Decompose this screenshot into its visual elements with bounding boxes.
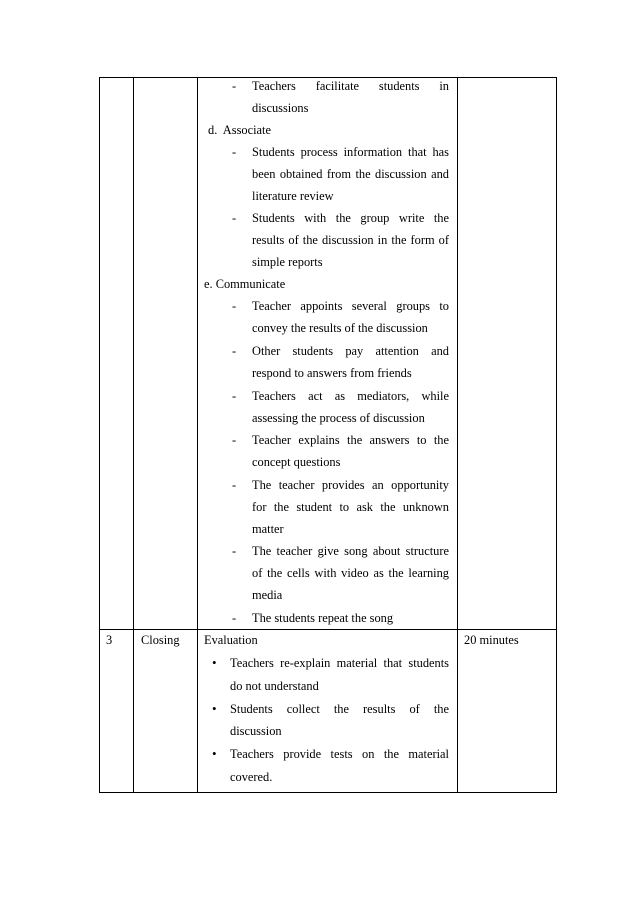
dash-marker: - (232, 79, 237, 93)
activity-line: been obtained from the discussion and (252, 167, 449, 181)
activity-line: simple reports (252, 255, 323, 269)
activity-line: matter (252, 522, 284, 536)
dash-marker: - (232, 433, 237, 447)
table-top-border (99, 77, 557, 78)
activity-line: The teacher provides an opportunity (252, 478, 449, 492)
dash-marker: - (232, 478, 237, 492)
activity-line: of the cells with video as the learning (252, 566, 449, 580)
activity-line: Teachers facilitate students in (252, 79, 449, 93)
section-heading-communicate: e. Communicate (204, 277, 286, 291)
dash-marker: - (232, 145, 237, 159)
col-border-4 (457, 77, 458, 793)
bullet-marker: • (212, 655, 217, 670)
activity-line: The teacher give song about structure (252, 544, 449, 558)
activity-line: covered. (230, 770, 273, 784)
bullet-marker: • (212, 701, 217, 716)
dash-marker: - (232, 344, 237, 358)
activity-line: Teacher appoints several groups to (252, 299, 449, 313)
activity-line: Teacher explains the answers to the (252, 433, 449, 447)
activity-line: Students process information that has (252, 145, 449, 159)
col-border-1 (99, 77, 100, 793)
activity-line: Other students pay attention and (252, 344, 449, 358)
activity-line: convey the results of the discussion (252, 321, 428, 335)
stage-name: Closing (141, 633, 180, 647)
col-border-3 (197, 77, 198, 793)
dash-marker: - (232, 611, 237, 625)
activity-line: do not understand (230, 679, 319, 693)
activity-heading: Evaluation (204, 633, 258, 647)
col-border-5 (556, 77, 557, 793)
activity-line: for the student to ask the unknown (252, 500, 449, 514)
bullet-marker: • (212, 746, 217, 761)
activity-line: assessing the process of discussion (252, 411, 425, 425)
activity-line: respond to answers from friends (252, 366, 412, 380)
row-number: 3 (106, 633, 113, 647)
activity-line: concept questions (252, 455, 341, 469)
dash-marker: - (232, 389, 237, 403)
dash-marker: - (232, 299, 237, 313)
activity-line: Students collect the results of the (230, 702, 449, 716)
activity-line: Teachers provide tests on the material (230, 747, 449, 761)
table-bottom-border (99, 792, 557, 793)
activity-line: media (252, 588, 283, 602)
activity-line: literature review (252, 189, 334, 203)
dash-marker: - (232, 544, 237, 558)
time-allocation: 20 minutes (464, 633, 519, 647)
activity-line: results of the discussion in the form of (252, 233, 449, 247)
activity-line: discussion (230, 724, 282, 738)
activity-line: The students repeat the song (252, 611, 394, 625)
activity-line: Teachers act as mediators, while (252, 389, 449, 403)
col-border-2 (133, 77, 134, 793)
activity-line: Students with the group write the (252, 211, 449, 225)
activity-line: Teachers re-explain material that students (230, 656, 449, 670)
row-divider (99, 629, 557, 630)
section-heading-associate: d. Associate (208, 123, 271, 137)
dash-marker: - (232, 211, 237, 225)
activity-line: discussions (252, 101, 309, 115)
